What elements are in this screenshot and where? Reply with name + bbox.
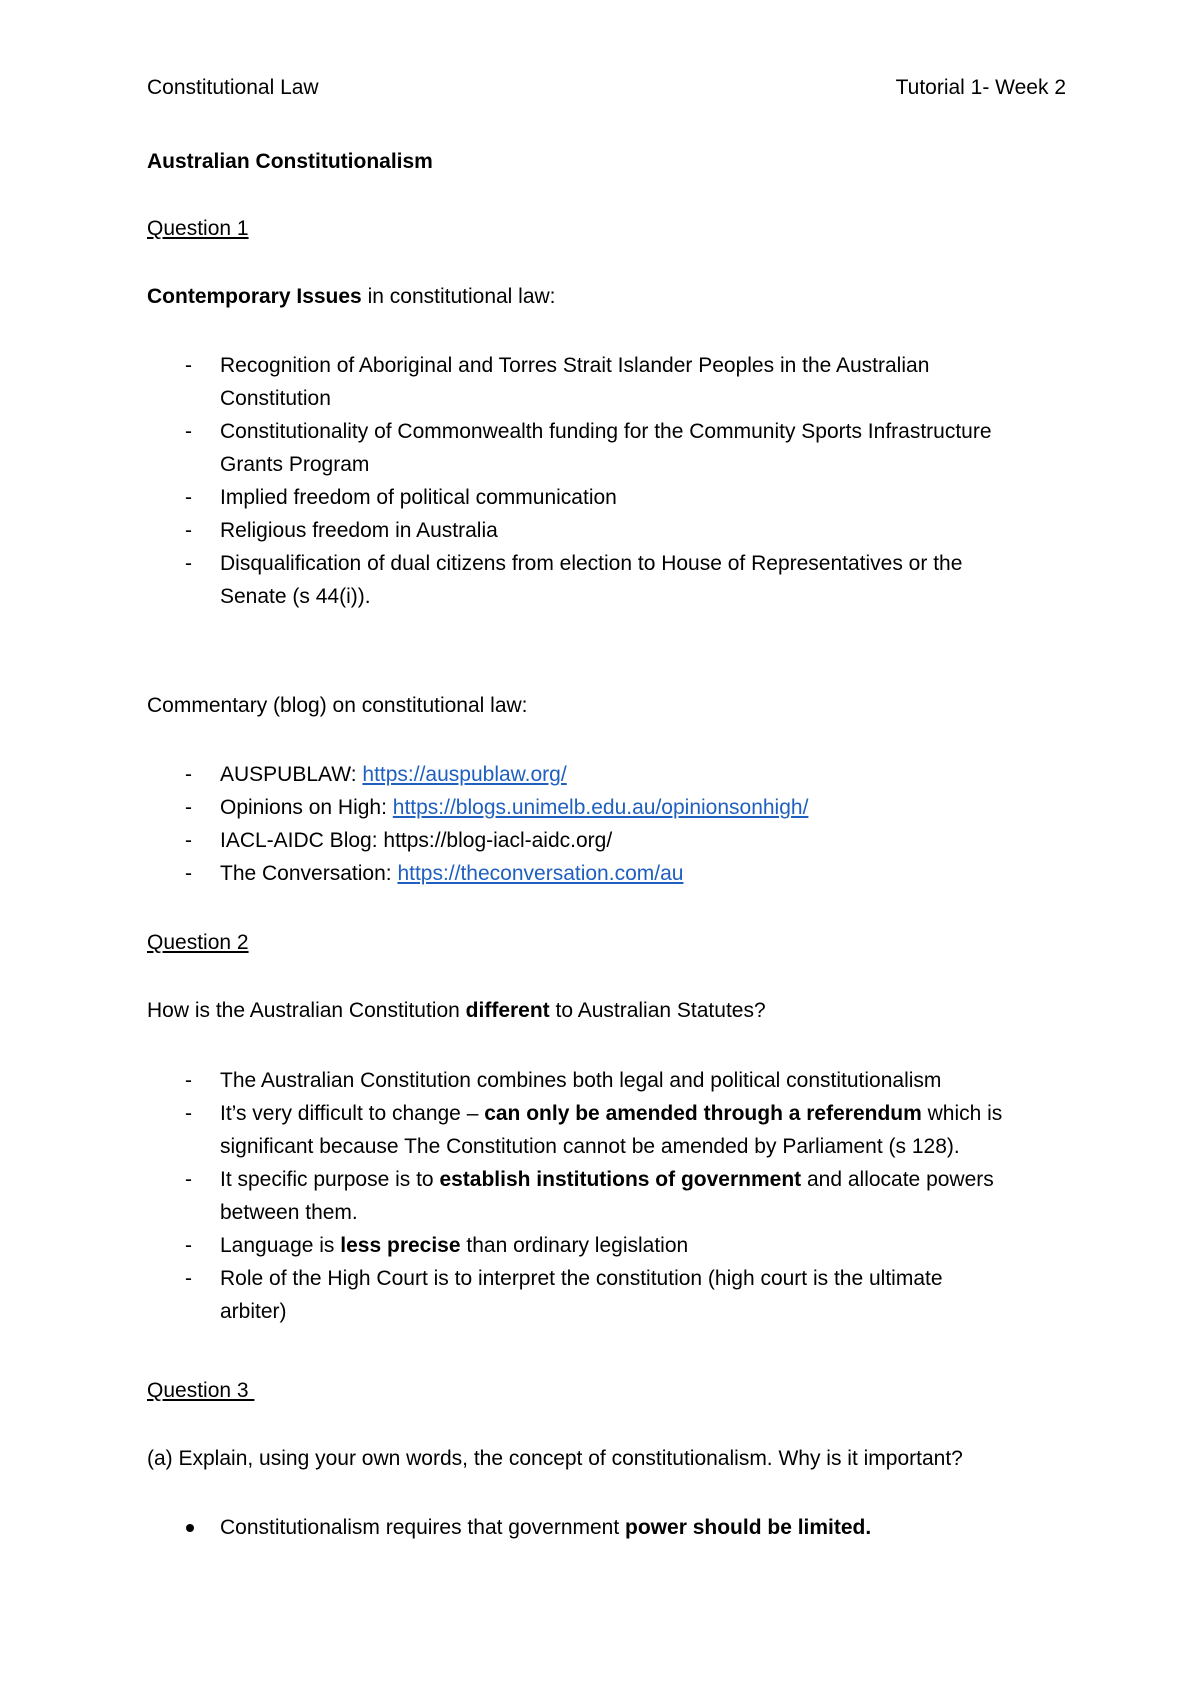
list-item: - AUSPUBLAW: https://auspublaw.org/ bbox=[185, 763, 567, 786]
document-title: Australian Constitutionalism bbox=[147, 150, 433, 173]
list-item: Constitutionalism requires that government power should be limited. bbox=[147, 1511, 1067, 1544]
list-item: - It’s very difficult to change – can only be amended through a referendum which is significant because The Constitution cannot be amended by Parliament (s 128). bbox=[185, 1102, 1003, 1158]
list-item: - Opinions on High: https://blogs.unimelb.edu.au/opinionsonhigh/ bbox=[185, 796, 809, 819]
q1-intro bbox=[147, 282, 556, 312]
question-2-heading: Question 2 bbox=[147, 931, 249, 954]
commentary-intro: Commentary (blog) on constitutional law: bbox=[147, 694, 528, 717]
q1-intro-rest: in constitutional law: bbox=[361, 285, 556, 308]
bullet-dot-icon bbox=[186, 1524, 194, 1532]
header-tutorial-label: Tutorial 1- Week 2 bbox=[895, 76, 1066, 99]
q2-intro: How is the Australian Constitution different to Australian Statutes? bbox=[147, 999, 766, 1022]
q1-intro-bold: Contemporary Issues bbox=[147, 285, 362, 308]
header-course-title: Constitutional Law bbox=[147, 76, 319, 99]
differences-list bbox=[147, 1064, 1067, 1328]
question-1-heading: Question 1 bbox=[147, 217, 249, 240]
list-item: - Role of the High Court is to interpret the constitution (high court is the ultimate arbiter) bbox=[185, 1267, 943, 1323]
contemporary-issues-list bbox=[147, 349, 1067, 613]
blog-list bbox=[147, 758, 1067, 890]
list-item: - Constitutionality of Commonwealth funding for the Community Sports Infrastructure Grants Program bbox=[185, 420, 992, 476]
list-item: - Language is less precise than ordinary legislation bbox=[185, 1234, 689, 1257]
opinions-on-high-link[interactable]: https://blogs.unimelb.edu.au/opinionsonhigh/ bbox=[392, 796, 809, 819]
list-item: - Religious freedom in Australia bbox=[185, 519, 498, 542]
auspublaw-link[interactable]: https://auspublaw.org/ bbox=[362, 763, 567, 786]
list-item: - Recognition of Aboriginal and Torres Strait Islander Peoples in the Australian Constitution bbox=[185, 354, 930, 410]
blog-name: AUSPUBLAW: bbox=[220, 763, 363, 786]
blog-name: The Conversation: bbox=[220, 862, 398, 885]
q3-question: (a) Explain, using your own words, the concept of constitutionalism. Why is it important? bbox=[147, 1447, 963, 1470]
constitutionalism-list bbox=[147, 1511, 1067, 1544]
list-item: - The Conversation: https://theconversation.com/au bbox=[185, 862, 684, 885]
list-item: - Disqualification of dual citizens from election to House of Representatives or the Senate (s 44(i)). bbox=[185, 552, 963, 608]
iacl-blog-url: https://blog-iacl-aidc.org/ bbox=[383, 829, 613, 852]
list-item: - It specific purpose is to establish institutions of government and allocate powers between them. bbox=[185, 1168, 994, 1224]
list-item: - The Australian Constitution combines both legal and political constitutionalism bbox=[185, 1069, 942, 1092]
blog-name: IACL-AIDC Blog: bbox=[220, 829, 384, 852]
question-3-heading: Question 3 bbox=[147, 1379, 255, 1402]
list-item: - IACL-AIDC Blog: https://blog-iacl-aidc.org/ bbox=[185, 829, 613, 852]
list-item: - Implied freedom of political communication bbox=[185, 486, 617, 509]
blog-name: Opinions on High: bbox=[220, 796, 393, 819]
the-conversation-link[interactable]: https://theconversation.com/au bbox=[397, 862, 684, 885]
